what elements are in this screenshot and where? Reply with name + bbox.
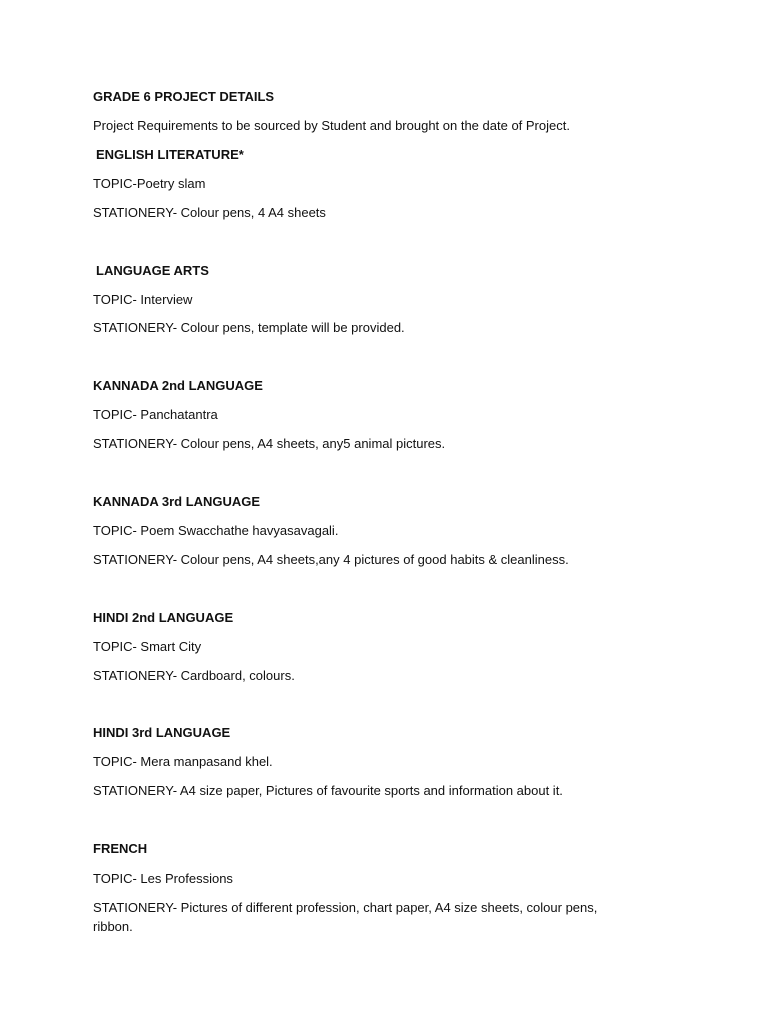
section-heading-hindi-2nd: HINDI 2nd LANGUAGE	[93, 610, 234, 625]
topic-french: TOPIC- Les Professions	[93, 871, 233, 886]
stationery-language-arts: STATIONERY- Colour pens, template will be provided.	[93, 320, 405, 335]
section-heading-language-arts: LANGUAGE ARTS	[96, 263, 209, 278]
topic-kannada-2nd: TOPIC- Panchatantra	[93, 407, 218, 422]
stationery-english-literature: STATIONERY- Colour pens, 4 A4 sheets	[93, 205, 326, 220]
section-heading-hindi-3rd: HINDI 3rd LANGUAGE	[93, 725, 231, 740]
topic-kannada-3rd: TOPIC- Poem Swacchathe havyasavagali.	[93, 523, 339, 538]
topic-language-arts: TOPIC- Interview	[93, 292, 193, 307]
stationery-kannada-3rd: STATIONERY- Colour pens, A4 sheets,any 4 pictures of good habits & cleanliness.	[93, 552, 569, 567]
intro-text: Project Requirements to be sourced by Student and brought on the date of Project.	[93, 118, 570, 133]
section-heading-english-literature: ENGLISH LITERATURE*	[96, 147, 244, 162]
section-heading-kannada-2nd: KANNADA 2nd LANGUAGE	[93, 378, 263, 393]
topic-english-literature: TOPIC-Poetry slam	[93, 176, 206, 191]
document-title: GRADE 6 PROJECT DETAILS	[93, 89, 275, 104]
stationery-kannada-2nd: STATIONERY- Colour pens, A4 sheets, any5 animal pictures.	[93, 436, 446, 451]
section-heading-kannada-3rd: KANNADA 3rd LANGUAGE	[93, 494, 261, 509]
stationery-hindi-3rd: STATIONERY- A4 size paper, Pictures of favourite sports and information about it.	[93, 783, 563, 798]
stationery-french: STATIONERY- Pictures of different profession, chart paper, A4 size sheets, colour pens, ribbon.	[93, 900, 598, 934]
topic-hindi-3rd: TOPIC- Mera manpasand khel.	[93, 754, 273, 769]
topic-hindi-2nd: TOPIC- Smart City	[93, 639, 202, 654]
stationery-hindi-2nd: STATIONERY- Cardboard, colours.	[93, 668, 295, 683]
section-heading-french: FRENCH	[93, 841, 148, 856]
